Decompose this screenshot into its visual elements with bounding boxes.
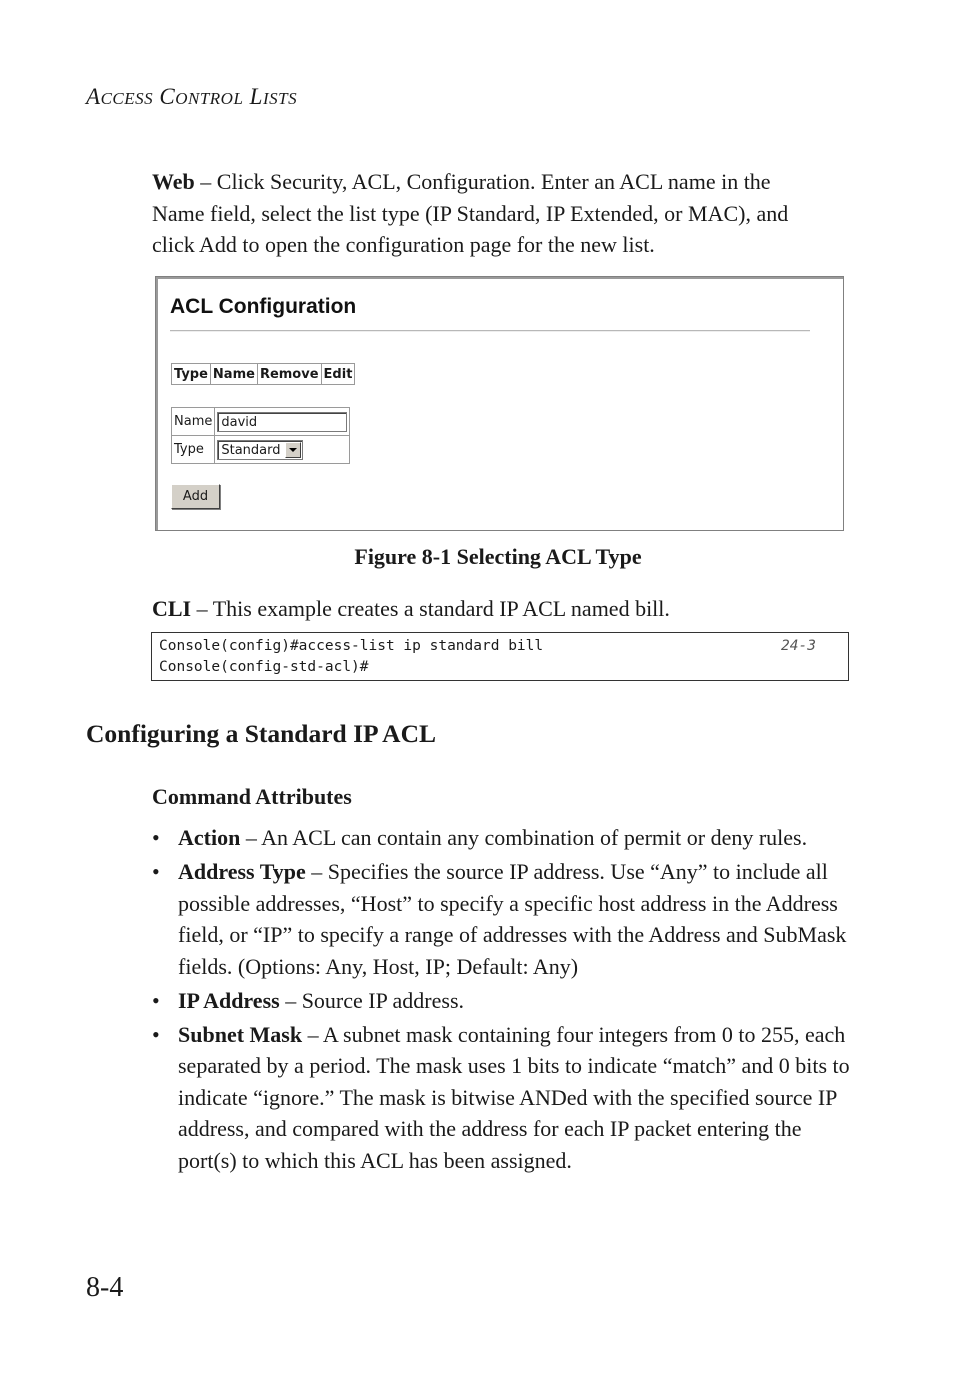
acl-add-form: [171, 407, 350, 464]
column-header-name: Name: [210, 364, 257, 385]
web-lead: Web: [152, 169, 195, 194]
bullet-marker: •: [152, 859, 160, 884]
list-item: • Action – An ACL can contain any combination of permit or deny rules.: [152, 822, 852, 854]
running-head: ACCESS CONTROL LISTS: [86, 84, 298, 109]
type-label: Type: [172, 436, 215, 464]
list-item: • Subnet Mask – A subnet mask containing four integers from 0 to 255, each separated by a period. The mask uses 1 bits to indicate “match” and 0 bits to indicate “ignore.” The mask is bitwise ANDed with the specified source IP address, and compared with the address for each IP packet entering the port(s) to which this ACL has been assigned.: [152, 1019, 852, 1177]
acl-configuration-screenshot: [155, 276, 844, 531]
acl-list-table: [171, 363, 355, 385]
name-input[interactable]: david: [217, 412, 347, 432]
cli-paragraph: CLI – This example creates a standard IP ACL named bill.: [152, 596, 670, 621]
type-select-value: Standard: [221, 442, 281, 458]
page-number: 8-4: [86, 1272, 124, 1303]
code-reference-1: 24-3: [781, 638, 816, 654]
code-line-1: Console(config)#access-list ip standard bill: [159, 638, 544, 654]
code-block: [151, 632, 849, 681]
attribute-list: [152, 822, 852, 1179]
bullet-marker: •: [152, 1021, 160, 1047]
section-heading: Configuring a Standard IP ACL: [86, 719, 437, 748]
subheading: Command Attributes: [152, 784, 352, 809]
figure-caption: Figure 8-1 Selecting ACL Type: [354, 544, 642, 569]
bullet-marker: •: [152, 825, 160, 850]
cli-lead: CLI: [152, 596, 192, 621]
code-line-2: Console(config-std-acl)#: [159, 659, 369, 675]
chevron-down-icon[interactable]: [285, 442, 301, 458]
bullet-marker: •: [152, 987, 160, 1013]
name-label: Name: [172, 408, 215, 436]
type-select[interactable]: [217, 440, 303, 460]
column-header-remove: Remove: [257, 364, 321, 385]
list-item: • IP Address – Source IP address.: [152, 985, 852, 1017]
column-header-type: Type: [172, 364, 211, 385]
column-header-edit: Edit: [321, 364, 355, 385]
add-button[interactable]: Add: [171, 484, 220, 509]
web-paragraph: Web – Click Security, ACL, Configuration. Enter an ACL name in the Name field, select the list type (IP Standard, IP Extended, or MAC), and click Add to open the configuration page for the new list.: [152, 169, 789, 257]
list-item: • Address Type – Specifies the source IP address. Use “Any” to include all possible addresses, “Host” to specify a specific host address in the Address field, or “IP” to specify a range of addresses with the Address and SubMask fields. (Options: Any, Host, IP; Default: Any): [152, 856, 852, 982]
screenshot-title: ACL Configuration: [170, 295, 357, 318]
title-divider: [170, 330, 810, 332]
